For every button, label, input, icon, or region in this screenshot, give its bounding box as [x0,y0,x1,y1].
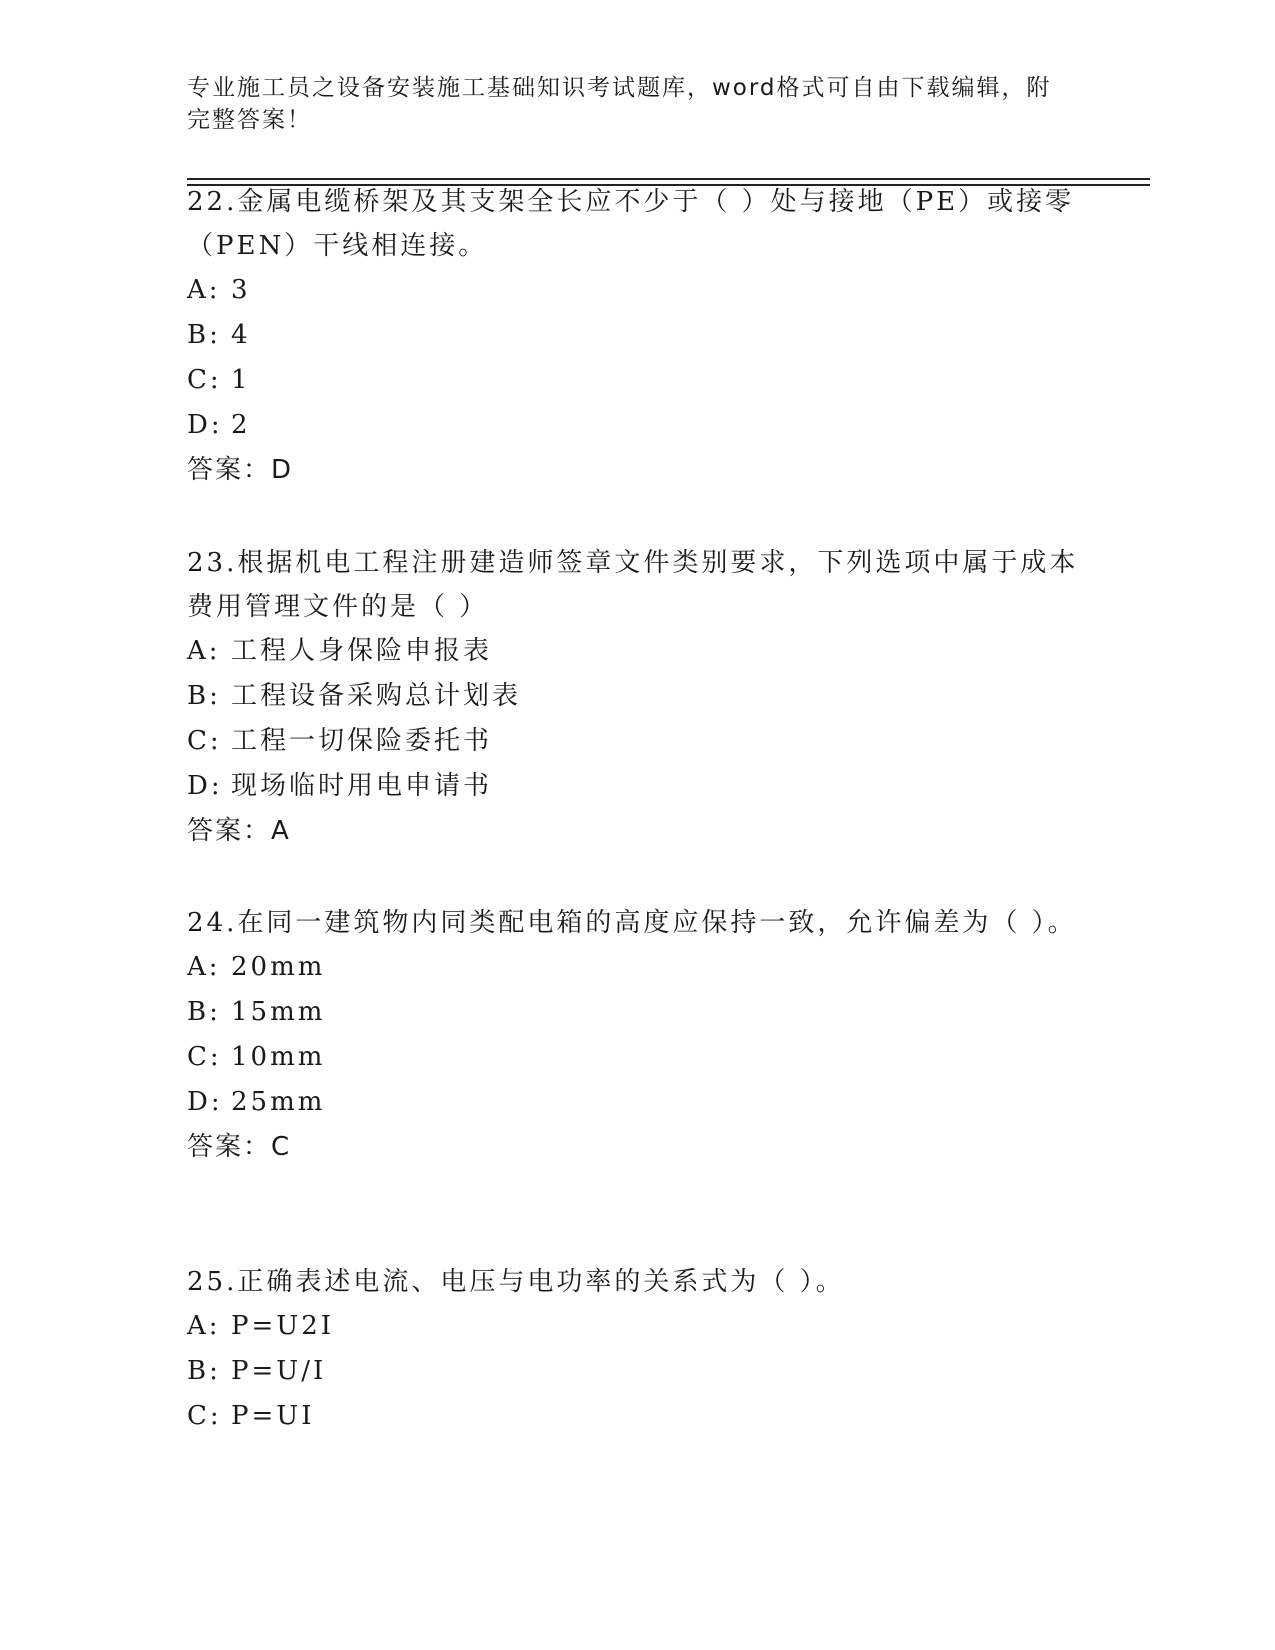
option-value: 4 [231,320,251,350]
option-b [187,313,1087,358]
question-23 [187,541,1087,854]
option-key: A: [187,636,221,666]
option-key: C: [187,726,222,756]
option-b [187,674,1087,719]
option-key: C: [187,1042,222,1072]
option-key: B: [187,1356,221,1386]
option-value: P=U/I [231,1356,327,1386]
option-key: A: [187,952,221,982]
question-text: 23.根据机电工程注册建造师签章文件类别要求，下列选项中属于成本费用管理文件的是（ ） [187,548,1079,622]
option-key: A: [187,275,221,305]
option-a [187,1304,1087,1349]
option-value: 3 [231,275,251,305]
option-a [187,268,1087,313]
option-b [187,990,1087,1035]
option-value: P=UI [231,1401,315,1431]
option-a [187,945,1087,990]
option-key: C: [187,365,222,395]
option-key: D: [187,771,223,801]
question-24 [187,901,1087,1170]
option-key: B: [187,997,221,1027]
option-value: 现场临时用电申请书 [231,771,493,801]
answer-text: 答案：A [187,816,291,846]
option-value: P=U2I [231,1311,335,1341]
option-key: B: [187,681,221,711]
option-value: 工程设备采购总计划表 [231,681,522,711]
question-25 [187,1260,1087,1439]
option-key: C: [187,1401,222,1431]
option-a [187,629,1087,674]
option-key: B: [187,320,221,350]
option-c [187,719,1087,764]
option-c [187,1035,1087,1080]
question-text: 22.金属电缆桥架及其支架全长应不少于（ ）处与接地（PE）或接零（PEN）干线相连接。 [187,187,1075,261]
option-c [187,1394,1087,1439]
option-value: 10mm [231,1042,326,1072]
question-22 [187,180,1087,493]
option-d [187,1080,1087,1125]
answer-text: 答案：C [187,1132,292,1162]
option-value: 15mm [231,997,326,1027]
option-c [187,358,1087,403]
option-d [187,764,1087,809]
option-key: D: [187,1087,223,1117]
option-value: 工程一切保险委托书 [231,726,493,756]
answer-text: 答案：D [187,455,294,485]
question-text: 24.在同一建筑物内同类配电箱的高度应保持一致，允许偏差为（ ）。 [187,908,1077,938]
option-key: D: [187,410,223,440]
option-d [187,403,1087,448]
option-value: 25mm [231,1087,326,1117]
option-value: 工程人身保险申报表 [231,636,493,666]
question-text: 25.正确表述电流、电压与电功率的关系式为（ ）。 [187,1267,845,1297]
option-b [187,1349,1087,1394]
option-key: A: [187,1311,221,1341]
document-header: 专业施工员之设备安装施工基础知识考试题库，word格式可自由下载编辑，附完整答案！ [187,75,1052,133]
option-value: 2 [231,410,251,440]
option-value: 20mm [231,952,326,982]
option-value: 1 [231,365,251,395]
